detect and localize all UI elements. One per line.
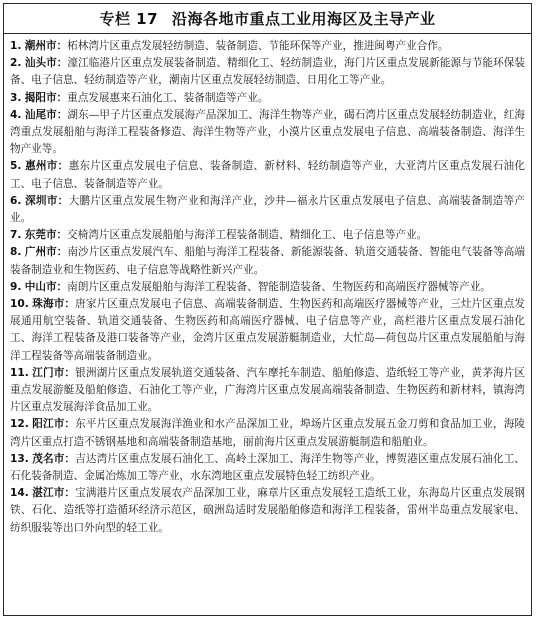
entry-guangzhou [10,244,525,278]
column-number: 专栏 17 [99,10,159,28]
entry-index: 11. [10,366,29,379]
entry-index: 1. [10,40,22,52]
entry-zhongshan [10,279,525,296]
entry-index: 7. [10,229,22,242]
entry-jieyang [10,90,525,107]
entry-city: 茂名市： [32,452,76,465]
entry-yangjiang [10,416,525,450]
column-header [4,4,531,34]
entry-index: 2. [10,57,22,70]
entry-city: 汕头市： [24,57,68,70]
entry-text: 宝满港片区重点发展农产品深加工业，麻章片区重点发展轻工造纸工业，东海岛片区重点发展钢铁、石化、造纸等打造循环经济示范区，硇洲岛适时发展船舶修造和海洋工程装备，雷州半岛重点发展家电、纺织服装等出口外向型的轻工业。 [10,487,526,534]
entry-text: 银洲湖片区重点发展轨道交通装备、汽车摩托车制造、船舶修造、造纸轻工等产业，黄茅海片区重点发展游艇及船舶修造、石油化工等产业，广海湾片区重点发展高端装备制造、生物医药和新材料，镇海湾片区重点发展海洋食品加工业。 [10,366,526,414]
entry-index: 9. [10,280,22,293]
entry-text: 南沙片区重点发展汽车、船舶与海洋工程装备、新能源装备、轨道交通装备、智能电气装备等高端装备制造业和生物医药、电子信息等战略性新兴产业。 [10,246,526,276]
entry-huizhou [10,158,525,192]
entry-zhanjiang [10,485,525,537]
entry-text: 重点发展惠来石油化工、装备制造等产业。 [67,91,269,104]
entry-shantou [10,55,525,89]
entry-city: 中山市： [24,280,68,293]
entry-index: 10. [10,298,29,311]
entry-city: 珠海市： [32,298,76,311]
entry-text: 大鹏片区重点发展生物产业和海洋产业，沙井—福永片区重点发展电子信息、高端装备制造等产业。 [10,194,525,225]
entry-text: 唐家片区重点发展电子信息、高端装备制造、生物医药和高端医疗器械等产业，三灶片区重点发展通用航空装备、轨道交通装备、生物医药和高端医疗器械、电子信息等产业，高栏港片区重点发展石油化工、海洋工程装备及港口装备等产业，金湾片区重点发展游艇制造业，大忙岛—荷包岛片区重点发展船舶与海洋工程装备等高端装备制造业。 [10,298,526,362]
entry-city: 广州市： [24,246,68,259]
entry-city: 揭阳市： [24,91,68,104]
entry-text: 东平片区重点发展海洋渔业和水产品深加工业，埠场片区重点发展五金刀剪和食品加工业，海陵湾片区重点打造不锈钢基地和高端装备制造基地，丽前海片区重点发展游艇制造和船舶业。 [10,418,526,448]
entry-city: 深圳市： [25,194,69,207]
entry-text: 吉达湾片区重点发展石油化工、高岭土深加工、海洋生物等产业，博贺港区重点发展石油化工、石化装备制造、金属冶炼加工等产业，水东湾地区重点发展特色轻工纺织产业。 [10,452,526,483]
entry-city: 江门市： [32,366,76,379]
entry-text: 交椅湾片区重点发展船舶与海洋工程装备制造、精细化工、电子信息等产业。 [67,229,428,242]
entry-text: 濠江临港片区重点发展装备制造、精细化工、轻纺制造业，海门片区重点发展新能源与节能环保装备、电子信息、轻纺制造等产业，潮南片区重点发展轻纺制造、日用化工等产业。 [10,57,526,87]
entry-index: 3. [10,91,22,104]
entry-text: 湖东—甲子片区重点发展海产品深加工、海洋生物等产业，碣石湾片区重点发展轻纺制造业，红海湾重点发展船舶与海洋工程装备修造、海洋生物等产业，小漠片区重点发展电子信息、高端装备制造、海洋生物产业等。 [10,108,526,156]
entry-dongguan [10,227,525,244]
entry-text: 惠东片区重点发展电子信息、装备制造、新材料、轻纺制造等产业，大亚湾片区重点发展石油化工、电子信息、装备制造等产业。 [10,160,525,190]
entry-index: 5. [10,160,22,173]
entry-index: 4. [10,108,22,121]
entry-zhuhai [10,296,525,365]
entry-jiangmen [10,365,525,417]
entry-city: 阳江市： [32,418,76,431]
entry-index: 8. [10,246,22,259]
column-box [3,3,532,616]
entry-city: 湛江市： [32,487,76,500]
entry-chaozhou [10,38,525,55]
entry-maoming [10,451,525,485]
entry-city: 惠州市： [25,160,69,173]
entry-shenzhen [10,193,525,227]
entry-city: 东莞市： [24,229,68,242]
column-body [4,34,531,537]
entry-index: 14. [10,487,29,500]
entry-index: 6. [10,194,22,207]
column-title: 沿海各地市重点工业用海区及主导产业 [172,10,436,28]
entry-index: 12. [10,418,29,431]
entry-city: 潮州市： [24,40,68,52]
entry-city: 汕尾市： [24,108,68,121]
entry-text: 南朗片区重点发展船舶与海洋工程装备、智能制造装备、生物医药和高端医疗器械等产业。 [67,280,491,293]
entry-index: 13. [10,452,29,465]
entry-text: 柘林湾片区重点发展轻纺制造、装备制造、节能环保等产业，推进闽粤产业合作。 [67,40,449,52]
entry-shanwei [10,107,525,159]
